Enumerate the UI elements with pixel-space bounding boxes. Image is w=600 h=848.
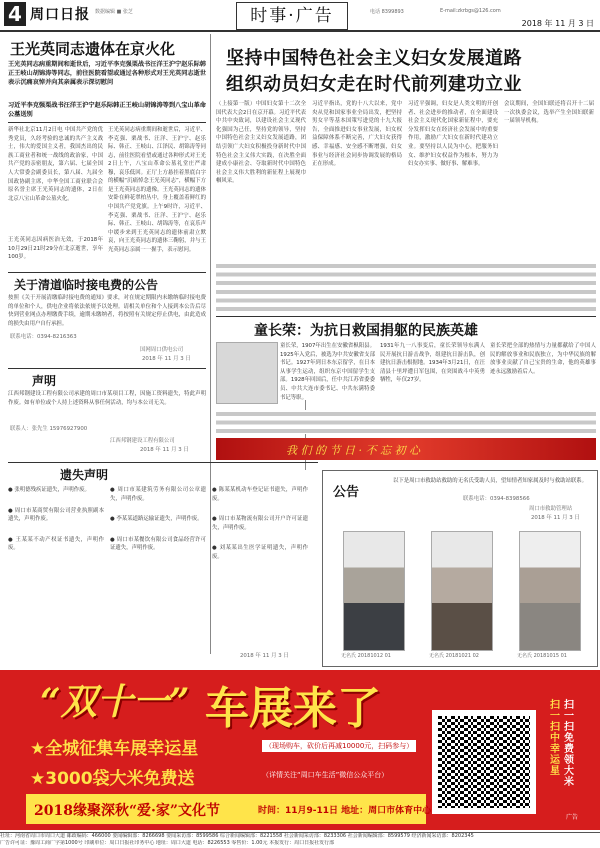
announcement-box bbox=[322, 470, 598, 667]
main-paragraph-4: 会议期间，全国妇联还将召开十二届一次执委会议，选举产生全国妇联新一届领导机构。 bbox=[504, 101, 594, 125]
page-number: 4 bbox=[4, 2, 26, 26]
lost-date: 2018 年 11 月 3 日 bbox=[240, 653, 289, 659]
main-paragraph-2: 习近平指出，党的十八大以来，党中央从党和国家事业全局出发，把坚持男女平等基本国策写进党的十九大报告，全面推进妇女事业发展，妇女权益保障体系不断完善，广大妇女获得感、幸福感、安全感不断增强，妇女事业与经济社会同步协调发展的格局正在形成。 bbox=[312, 101, 402, 168]
person-photo bbox=[519, 531, 581, 651]
tong-text-continuation bbox=[216, 410, 596, 434]
editor-info: 数据编辑 ■ 张芝 bbox=[95, 9, 133, 15]
announcement-body: 以下是周口市救助站救助的无名氏受助人员，望知情者知家属及时与救助站联系。 bbox=[393, 478, 588, 484]
announcement-contact: 联系电话：0394-8398566 bbox=[463, 496, 530, 502]
ad-headline-quote: “双十一” bbox=[40, 681, 190, 723]
announcement-date: 2018 年 11 月 3 日 bbox=[531, 515, 580, 521]
banner-text: 我 们 的 节 日 · 不 忘 初 心 bbox=[286, 444, 420, 457]
ad-event-time: 时间：11月9-11日 地址：周口市体育中心 bbox=[258, 806, 432, 816]
section-title: 时事·广告 bbox=[236, 2, 348, 30]
list-item: ● 张明德残疾证遗失，声明作废。 bbox=[8, 487, 90, 493]
wang-paragraph-2: 王光英同志因病医治无效，于2018年10月29日21时29分在北京逝世，享年100岁。 bbox=[8, 237, 103, 261]
headline-main-1: 坚持中国特色社会主义妇女发展道路 bbox=[226, 48, 522, 69]
qr-code-icon bbox=[438, 716, 530, 808]
lead-wang: 王光英同志病重期间和逝世后，习近平李克强栗战书汪洋王沪宁赵乐际韩正王岐山胡锦涛等同志，前往医院看望或通过各种形式对王光英同志逝世表示沉痛哀悼并向其亲属表示深切慰问 bbox=[8, 61, 206, 86]
list-item: ● 李某某道路运输证遗失，声明作废。 bbox=[110, 516, 203, 523]
announcement-issuer: 周口市救助管理站 bbox=[529, 506, 573, 512]
footer-line-2: 广告许可证：豫周工商广字第1000号 印刷单位：周口日报社印务中心 地址：周口大道 电话：8226553 零售价：1.00元 本报发行：周口日报社发行部 bbox=[0, 840, 335, 846]
issue-date: 2018 年 11 月 3 日 bbox=[521, 19, 594, 28]
main-paragraph-3: 习近平强调，妇女是人类文明的开创者、社会进步的推动者，在全面建设社会主义现代化国家新征程中，要充分发挥妇女在经济社会发展中的重要作用，激励广大妇女在新时代建功立业。要坚持以人民为中心，把服务妇女、维护妇女权益作为根本，努力为妇女办实事、做好事、解难事。 bbox=[408, 101, 498, 168]
lost-title: 遗失声明 bbox=[60, 468, 109, 482]
email-info: E-mail:zkrbgs@126.com bbox=[440, 8, 501, 14]
ad-line-3: 2018缘聚深秋“爱·家”文化节 bbox=[34, 803, 220, 819]
ad-scan-1: 扫一扫免费领大米 bbox=[564, 700, 574, 788]
statement-body: 江西邦钢建设工程有限公司承建的周口市某项目工程，因施工资料遗失，特此声明作废。如有单位或个人持上述资料从事任何活动，均与本公司无关。 bbox=[8, 391, 206, 406]
list-item: ● 周口市某商贸有限公司营业执照副本遗失，声明作废。 bbox=[8, 507, 104, 523]
notice-title: 关于清道临时接电费的公告 bbox=[14, 278, 159, 292]
ad-event-bar bbox=[26, 794, 432, 824]
ad-line-1-note: （现场购车，砍价后再减10000元，扫码参与） bbox=[262, 740, 416, 752]
divider bbox=[8, 462, 318, 463]
paper-name: 周口日报 bbox=[30, 7, 90, 23]
divider bbox=[8, 272, 206, 273]
headline-wang: 王光英同志遗体在京火化 bbox=[10, 40, 176, 58]
subhead-wang: 习近平李克强栗战书汪洋王沪宁赵乐际韩正王岐山胡锦涛等到八宝山革命公墓送别 bbox=[8, 102, 206, 118]
footer bbox=[0, 832, 600, 848]
tong-paragraph-2: 1931年九一八事变后，童长荣领导东满人民开展抗日游击战争，组建抗日游击队，创建抗日游击根据地。1934年3月21日，在汪清县十里坪遭日军包围，在突围战斗中英勇牺牲，年仅27岁。 bbox=[380, 343, 485, 384]
person-caption: 无名氏 20181012 01 bbox=[341, 653, 391, 659]
ad-line-2: ★3000袋大米免费送 bbox=[30, 769, 195, 789]
list-item: ● 陈某某机动车登记证书遗失，声明作废。 bbox=[212, 487, 308, 502]
wang-paragraph-4: 2日上午，八宝山革命公墓礼堂庄严肃穆，哀乐低回。正厅上方悬挂着黑底白字的横幅“沉痛悼念王光英同志”，横幅下方是王光英同志的遗像。王光英同志的遗体安卧在鲜花翠柏丛中，身上覆盖着鲜红的中国共产党党旗。上午9时许，习近平、李克强、栗战书、汪洋、王沪宁、赵乐际、韩正、王岐山、胡锦涛等，在哀乐声中缓步来到王光英同志的遗体前肃立默哀，向王光英同志的遗体三鞠躬，并与王光英同志亲属一一握手，表示慰问。 bbox=[108, 161, 206, 253]
ad-line-1: ★全城征集车展幸运星 bbox=[30, 739, 199, 759]
list-item: ● 周口市某建筑劳务有限公司公章遗失，声明作废。 bbox=[110, 487, 206, 502]
person-caption: 无名氏 20181021 02 bbox=[429, 653, 479, 659]
divider bbox=[216, 316, 596, 317]
notice-date: 2018 年 11 月 3 日 bbox=[142, 356, 191, 362]
ad-line-2-note: （详情关注“周口车生活”微信公众平台） bbox=[262, 771, 389, 779]
notice-contact: 联系电话：0394-8216363 bbox=[10, 334, 77, 340]
person-photo bbox=[343, 531, 405, 651]
statement-issuer: 江西邦钢建设工程有限公司 bbox=[110, 438, 175, 444]
main-paragraph-1: （上接第一版）中国妇女第十二次全国代表大会2日在京开幕。习近平代表中共中央致词，以建设社会主义现代化强国为己任，坚持党的领导，坚持中国特色社会主义妇女发展道路，团结引领广大妇女积极投身新时代中国特色社会主义伟大实践，在决胜全面建成小康社会、夺取新时代中国特色社会主义伟大胜利的新征程上展现巾帼风采。 bbox=[216, 101, 306, 185]
festival-banner bbox=[216, 438, 596, 460]
ad-tag: 广告 bbox=[566, 814, 579, 821]
person-photo bbox=[431, 531, 493, 651]
statement-contact: 联系人：张先生 15976927900 bbox=[10, 426, 88, 432]
main-text-continuation bbox=[216, 262, 596, 312]
list-item: ● 周口市某物流有限公司开户许可证遗失，声明作废。 bbox=[212, 516, 308, 531]
notice-body: 按照《关于开展清缴临时接电费的通知》要求，对在规定期限内未缴纳临时接电费的单位和个人，供电企业将依法依规予以处理。请相关单位和个人接到本公告后尽快到营业网点办理缴费手续，逾期未缴纳者，将按照有关规定停止供电，由此造成的损失由用户自行承担。 bbox=[8, 295, 206, 327]
footer-line-1: 社址：河南省周口市周口大道 邮政编码：466000 要闻编辑部：8266698 要闻采访部：8599586 综合新闻编辑部：8221558 社会新闻采访部：8233306 社会新闻编辑部：8599579 经济新闻采访部：8202345 bbox=[0, 833, 474, 839]
masthead bbox=[0, 0, 600, 32]
list-item: ● 王某某不动产权证书遗失，声明作废。 bbox=[8, 536, 104, 552]
divider bbox=[8, 368, 206, 369]
headline-main-2: 组织动员妇女走在时代前列建功立业 bbox=[226, 74, 522, 95]
divider bbox=[8, 122, 206, 123]
ad-scan-2: 扫一扫中幸运星 bbox=[550, 700, 560, 777]
ad-headline: 车展来了 bbox=[205, 683, 381, 734]
wang-paragraph-3: 王光英同志病重期间和逝世后，习近平、李克强、栗战书、汪洋、王沪宁、赵乐际、韩正、王岐山、江泽民、胡锦涛等同志，前往医院看望或通过各种形式对王光 bbox=[108, 127, 206, 159]
tong-paragraph-3: 童长荣把全部的热情与力量都献给了中国人民的解放事业和民族独立，为中华民族的解放事业贡献了自己宝贵的生命，他的英雄事迹永远激励着后人。 bbox=[490, 343, 596, 375]
qr-code-frame[interactable] bbox=[432, 710, 536, 814]
headline-tong: 童长荣：为抗日救国捐躯的民族英雄 bbox=[254, 323, 478, 339]
announcement-title: 公告 bbox=[333, 485, 360, 500]
statement-title: 声明 bbox=[32, 374, 57, 388]
lost-list bbox=[8, 486, 308, 666]
person-caption: 无名氏 20181015 01 bbox=[517, 653, 567, 659]
wang-paragraph-1: 新华社北京11月2日电 中国共产党的优秀党员，久经考验的忠诚的共产主义战士，伟大的爱国主义者，我国杰出的民族工商业者和统一战线的政治家，中国共产党的亲密朋友，第六届、七届全国人大常委会副委员长，第八届、九届全国政协副主席，中华全国工商业联合会原名誉主席王光英同志的遗体，2日在北京八宝山革命公墓火化。 bbox=[8, 127, 103, 202]
notice-issuer: 国网周口供电公司 bbox=[140, 347, 184, 353]
list-item: ● 刘某某出生医学证明遗失，声明作废。 bbox=[212, 545, 308, 560]
list-item: ● 周口市某餐饮有限公司食品经营许可证遗失，声明作废。 bbox=[110, 536, 206, 552]
statement-date: 2018 年 11 月 3 日 bbox=[140, 447, 189, 453]
portrait-photo bbox=[216, 342, 278, 404]
tong-paragraph-1: 童长荣，1907年出生在安徽省枞阳县。1925年入党后，被选为中共安徽省支部书记。1927年到日本东京留学，在日本从事学生运动，组织东京中国留学生支部。1928年回国后，任中共江苏省委委员、中共大连市委书记、中共东满特委书记等职。 bbox=[280, 343, 375, 401]
car-show-ad bbox=[0, 670, 600, 830]
phone-info: 电话 8399893 bbox=[370, 9, 404, 15]
